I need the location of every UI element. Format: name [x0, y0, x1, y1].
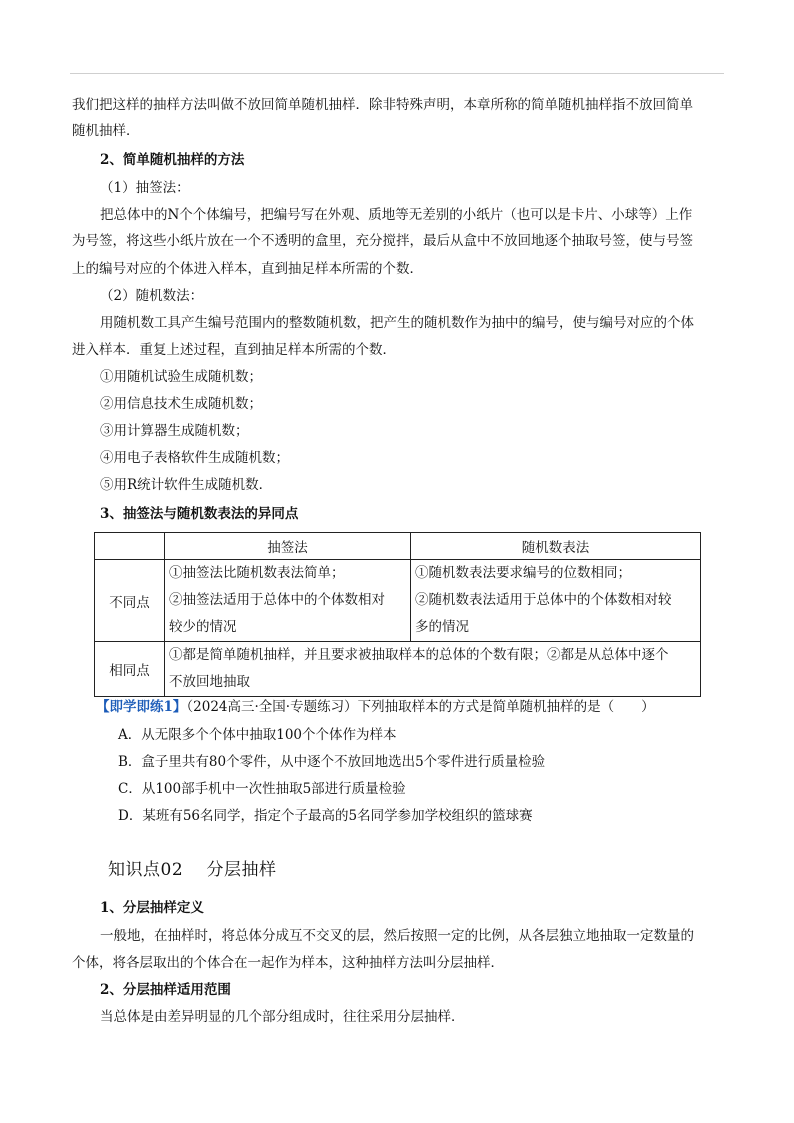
- option-c: C．从100部手机中一次性抽取5部进行质量检验: [118, 781, 406, 797]
- table-corner-cell: [95, 533, 165, 560]
- list-item: ②用信息技术生成随机数；: [100, 396, 262, 412]
- kp2-s1-title: 1、分层抽样定义: [100, 900, 204, 916]
- list-item: ①用随机试验生成随机数；: [100, 369, 262, 385]
- method1-line3: 上的编号对应的个体进入样本，直到抽足样本所需的个数．: [72, 261, 423, 277]
- table-cell: [411, 560, 701, 642]
- comparison-table: [94, 532, 701, 697]
- method2-label: （2）随机数法：: [100, 288, 204, 304]
- option-d: D．某班有56名同学，指定个子最高的5名同学参加学校组织的篮球赛: [118, 808, 533, 824]
- header-rule: [70, 73, 724, 74]
- para1-line1: 我们把这样的抽样方法叫做不放回简单随机抽样．除非特殊声明，本章所称的简单随机抽样指不放回简单: [72, 97, 693, 113]
- practice-stem: （2024高三·全国·专题练习）下列抽取样本的方式是简单随机抽样的是（ ）: [186, 699, 655, 715]
- list-item: ④用电子表格软件生成随机数；: [100, 450, 289, 466]
- method1-line2: 为号签，将这些小纸片放在一个不透明的盒里，充分搅拌，最后从盒中不放回地逐个抽取号签，使与号签: [72, 233, 693, 249]
- cell-line: ①随机数表法要求编号的位数相同；: [415, 565, 631, 581]
- cell-line: ②随机数表法适用于总体中的个体数相对较: [415, 592, 672, 608]
- table-header-random-number: 随机数表法: [411, 533, 701, 560]
- table-cell: [165, 642, 701, 697]
- row-label-similarities: 相同点: [95, 642, 165, 697]
- table-row: [95, 533, 701, 560]
- cell-line: 较少的情况: [169, 619, 237, 635]
- option-b: B．盒子里共有80个零件，从中逐个不放回地选出5个零件进行质量检验: [118, 754, 546, 770]
- row-label-differences: 不同点: [95, 560, 165, 642]
- table-row: [95, 642, 701, 697]
- kp2-s2-line1: 当总体是由差异明显的几个部分组成时，往往采用分层抽样．: [100, 1009, 465, 1025]
- method1-label: （1）抽签法：: [100, 180, 190, 196]
- practice-question: [96, 697, 655, 717]
- table-header-lottery: 抽签法: [165, 533, 411, 560]
- kp2-s2-title: 2、分层抽样适用范围: [100, 982, 231, 998]
- cell-line: ①都是简单随机抽样，并且要求被抽取样本的总体的个数有限；②都是从总体中逐个: [169, 647, 669, 663]
- sec2-title: 2、简单随机抽样的方法: [100, 152, 245, 168]
- table-row: [95, 560, 701, 642]
- method2-line2: 进入样本．重复上述过程，直到抽足样本所需的个数．: [72, 342, 396, 358]
- method2-line1: 用随机数工具产生编号范围内的整数随机数，把产生的随机数作为抽中的编号，使与编号对应的个体: [100, 315, 694, 331]
- table-cell: [165, 560, 411, 642]
- sec3-title: 3、抽签法与随机数表法的异同点: [100, 506, 299, 522]
- list-item: ⑤用R统计软件生成随机数．: [100, 477, 273, 493]
- cell-line: 不放回地抽取: [169, 674, 250, 690]
- method1-line1: 把总体中的N个个体编号，把编号写在外观、质地等无差别的小纸片（也可以是卡片、小球等）上作: [100, 207, 693, 223]
- practice-tag: 【即学即练1】: [96, 699, 187, 715]
- cell-line: ②抽签法适用于总体中的个体数相对: [169, 592, 385, 608]
- knowledge-point-heading: 知识点02 分层抽样: [108, 860, 277, 880]
- cell-line: 多的情况: [415, 619, 469, 635]
- cell-line: ①抽签法比随机数表法简单；: [169, 565, 345, 581]
- option-a: A．从无限多个个体中抽取100个个体作为样本: [118, 727, 397, 743]
- kp2-s1-line2: 个体，将各层取出的个体合在一起作为样本，这种抽样方法叫分层抽样．: [72, 955, 504, 971]
- kp2-s1-line1: 一般地，在抽样时，将总体分成互不交叉的层，然后按照一定的比例，从各层独立地抽取一定数量的: [100, 928, 694, 944]
- para1-line2: 随机抽样．: [72, 123, 140, 139]
- list-item: ③用计算器生成随机数；: [100, 423, 249, 439]
